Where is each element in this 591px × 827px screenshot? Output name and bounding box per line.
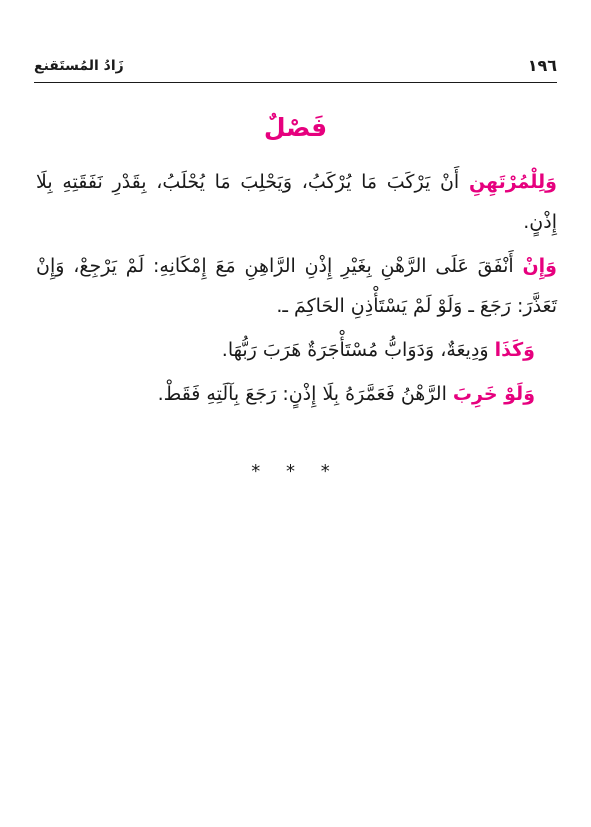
paragraph	[36, 330, 557, 370]
paragraph-lead: وَكَذَا	[494, 339, 535, 361]
page-number: ١٩٦	[527, 56, 557, 75]
paragraph-text: أَنْ يَرْكَبَ مَا يُرْكَبُ، وَيَحْلِبَ مَا يُحْلَبُ، بِقَدْرِ نَفَقَتِهِ بِلَا إِذْنٍ.	[36, 171, 557, 233]
paragraph	[36, 374, 557, 414]
paragraph	[36, 246, 557, 326]
paragraph-text: وَدِيعَةٌ، وَدَوَابُّ مُسْتَأْجَرَةٌ هَرَبَ رَبُّهَا.	[221, 339, 495, 361]
paragraph-lead: وَلِلْمُرْتَهِنِ	[468, 171, 557, 193]
running-header	[34, 54, 557, 83]
paragraph-text: أَنْفَقَ عَلَى الرَّهْنِ بِغَيْرِ إِذْنِ الرَّاهِنِ مَعَ إِمْكَانِهِ: لَمْ يَرْجِعْ، وَإِنْ تَعَذَّرَ: رَجَعَ ـ وَلَوْ لَمْ يَسْتَأْذِنِ الحَاكِمَ ـ.	[36, 255, 557, 317]
paragraph-lead: وَإِنْ	[522, 255, 557, 277]
paragraph	[36, 162, 557, 242]
section-separator: * * *	[251, 461, 340, 482]
body-text	[36, 162, 557, 418]
book-title: زَادُ المُستَقنع	[34, 58, 124, 74]
paragraph-text: الرَّهْنُ فَعَمَّرَهُ بِلَا إِذْنٍ: رَجَعَ بِآلَتِهِ فَقَطْ.	[157, 383, 453, 405]
section-heading: فَصْلٌ	[263, 113, 328, 142]
paragraph-lead: وَلَوْ خَرِبَ	[452, 383, 535, 405]
